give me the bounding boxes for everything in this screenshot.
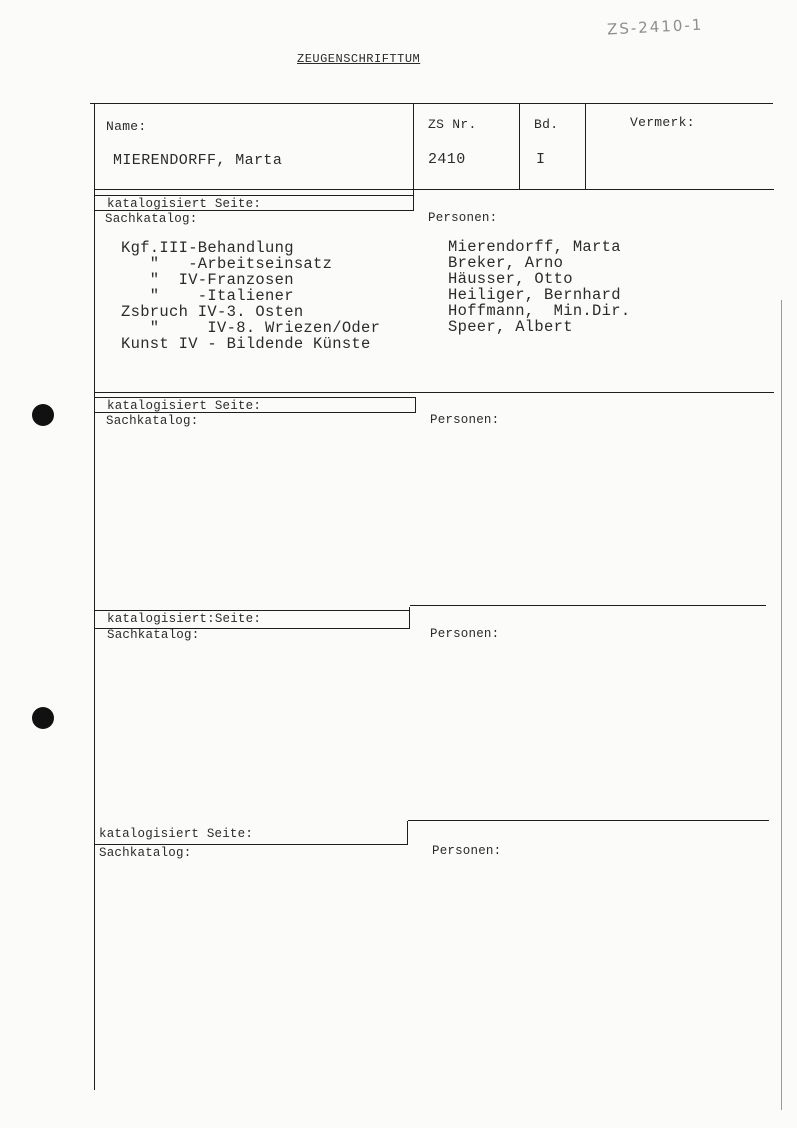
- sach-item: " -Arbeitseinsatz: [121, 255, 333, 273]
- band-value: I: [536, 151, 546, 168]
- person-item: Breker, Arno: [448, 254, 564, 272]
- sach-item: Kunst IV - Bildende Künste: [121, 335, 371, 353]
- header-divider-zs: [519, 103, 520, 190]
- section4-top-rule: [408, 820, 769, 821]
- sach-item: Kgf.III-Behandlung: [121, 239, 294, 257]
- name-value: MIERENDORFF, Marta: [113, 152, 283, 169]
- person-item: Speer, Albert: [448, 318, 573, 336]
- archive-annotation: ZS-2410-1: [606, 15, 704, 39]
- section4-personen-label: Personen:: [432, 844, 502, 858]
- section1-sach-label: Sachkatalog:: [105, 212, 198, 226]
- sach-item: " IV-Franzosen: [121, 271, 294, 289]
- left-margin-rule: [94, 103, 95, 1090]
- section2-katalog-label: katalogisiert Seite:: [107, 399, 262, 413]
- section4-katalog-edge: [407, 821, 408, 845]
- band-label: Bd.: [534, 117, 559, 132]
- section3-katalog-edge: [409, 607, 410, 629]
- section2-personen-label: Personen:: [430, 413, 500, 427]
- section3-top-rule: [410, 605, 766, 606]
- section2-sach-label: Sachkatalog:: [106, 414, 199, 428]
- header-top-rule: [90, 103, 773, 104]
- sach-item: " IV-8. Wriezen/Oder: [121, 319, 381, 337]
- name-label: Name:: [106, 119, 147, 134]
- punch-hole-bottom: [32, 707, 54, 729]
- section4-sach-label: Sachkatalog:: [99, 846, 192, 860]
- person-item: Häusser, Otto: [448, 270, 573, 288]
- section3-personen-label: Personen:: [430, 627, 500, 641]
- section3-katalog-label: katalogisiert:Seite:: [107, 612, 262, 626]
- person-item: Mierendorff, Marta: [448, 238, 621, 256]
- zs-number-value: 2410: [428, 151, 466, 168]
- person-item: Hoffmann, Min.Dir.: [448, 302, 631, 320]
- section4-katalog-label: katalogisiert Seite:: [99, 827, 254, 841]
- page-title: ZEUGENSCHRIFTTUM: [297, 52, 421, 66]
- section2-top-rule: [94, 392, 774, 393]
- zs-number-label: ZS Nr.: [428, 117, 477, 132]
- person-item: Heiliger, Bernhard: [448, 286, 621, 304]
- section1-personen-label: Personen:: [428, 211, 498, 225]
- sach-item: Zsbruch IV-3. Osten: [121, 303, 304, 321]
- right-edge-rule: [781, 300, 782, 1110]
- section3-sach-label: Sachkatalog:: [107, 628, 200, 642]
- header-divider-bd: [585, 103, 586, 190]
- sach-item: " -Italiener: [121, 287, 294, 305]
- header-bottom-rule: [94, 189, 774, 190]
- vermerk-label: Vermerk:: [630, 115, 695, 130]
- section1-katalog-label: katalogisiert Seite:: [107, 197, 262, 211]
- punch-hole-top: [32, 404, 54, 426]
